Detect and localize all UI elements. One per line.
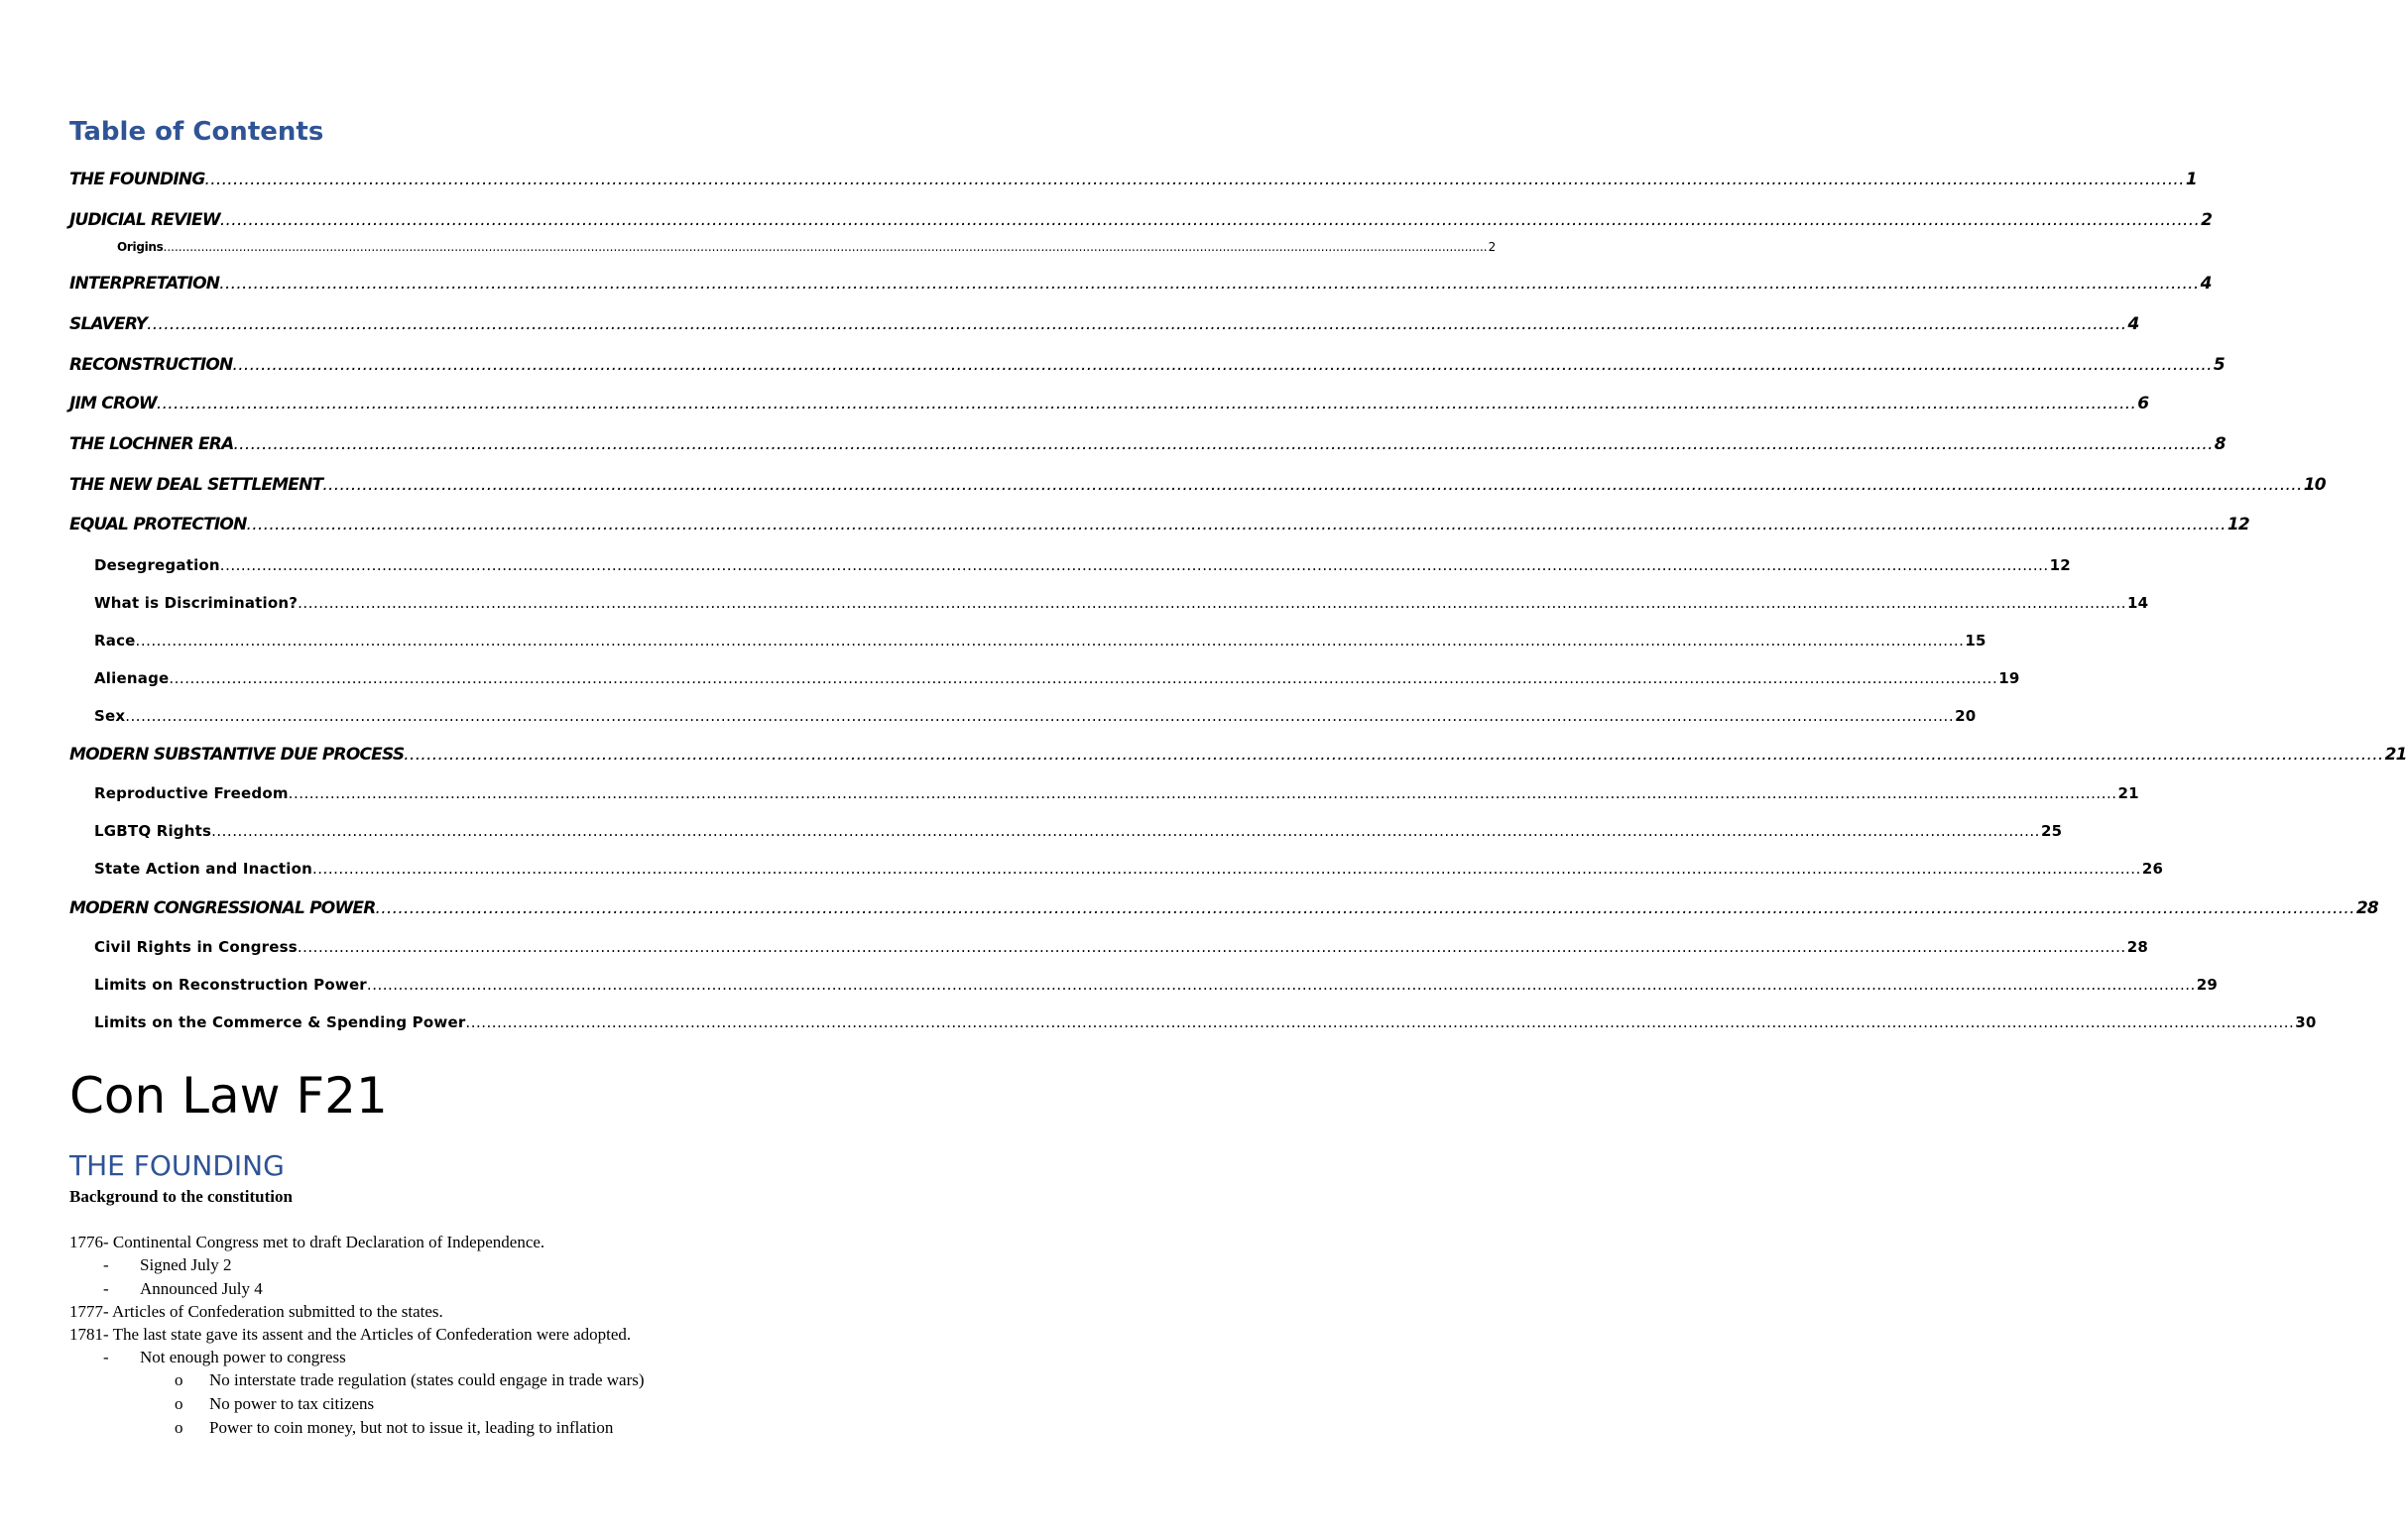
toc-entry-race[interactable] <box>94 630 1986 652</box>
toc-entry-interpretation[interactable] <box>69 272 2212 296</box>
toc-entry-civil-rights-in-congress[interactable] <box>94 936 2148 958</box>
toc-page-number: 2 <box>2201 210 2213 230</box>
toc-entry-label: RECONSTRUCTION <box>69 355 233 375</box>
toc-entry-judicial-review[interactable] <box>69 208 2213 232</box>
toc-entry-label: SLAVERY <box>69 314 148 334</box>
toc-page-number: 6 <box>2137 394 2149 414</box>
toc-leader-dots: .............................................................................................................................................................................................................................................................................................................................................................. <box>322 475 2303 495</box>
toc-leader-dots: .............................................................................................................................................................................................................................................................................................................................................................. <box>375 898 2355 918</box>
toc-entry-reproductive-freedom[interactable] <box>94 782 2139 804</box>
toc-leader-dots: .............................................................................................................................................................................................................................................................................................................................................................. <box>125 707 1955 725</box>
toc-leader-dots: .............................................................................................................................................................................................................................................................................................................................................................. <box>211 822 2040 840</box>
toc-leader-dots: .............................................................................................................................................................................................................................................................................................................................................................. <box>288 784 2117 802</box>
toc-entry-origins[interactable] <box>117 238 1496 256</box>
toc-page-number: 14 <box>2126 594 2149 612</box>
list-item: Announced July 4 <box>140 1279 263 1298</box>
toc-page-number: 1 <box>2185 170 2197 189</box>
toc-entry-label: THE NEW DEAL SETTLEMENT <box>69 475 323 495</box>
toc-entry-desegregation[interactable] <box>94 554 2071 576</box>
list-item: Power to coin money, but not to issue it, leading to inflation <box>209 1418 614 1437</box>
toc-entry-jim-crow[interactable] <box>69 392 2149 415</box>
toc-entry-label: Alienage <box>94 669 170 687</box>
toc-page-number: 10 <box>2303 475 2326 495</box>
toc-entry-state-action-and-inaction[interactable] <box>94 858 2164 880</box>
toc-entry-label: JUDICIAL REVIEW <box>69 210 220 230</box>
toc-entry-label: Reproductive Freedom <box>94 784 289 802</box>
circle-bullet: o <box>175 1418 183 1437</box>
toc-entry-label: Origins <box>117 240 164 254</box>
toc-leader-dots: .............................................................................................................................................................................................................................................................................................................................................................. <box>147 314 2127 334</box>
toc-page-number: 28 <box>2126 938 2148 956</box>
toc-leader-dots: .............................................................................................................................................................................................................................................................................................................................................................. <box>163 240 1488 254</box>
toc-entry-modern-substantive-due-process[interactable] <box>69 743 2407 767</box>
dash-bullet: - <box>103 1255 109 1274</box>
toc-page-number: 2 <box>1488 240 1496 254</box>
toc-page-number: 30 <box>2295 1013 2317 1031</box>
toc-page-number: 8 <box>2214 434 2226 454</box>
body-paragraph: 1777- Articles of Confederation submitted to the states. <box>69 1302 443 1321</box>
toc-leader-dots: .............................................................................................................................................................................................................................................................................................................................................................. <box>169 669 1998 687</box>
toc-leader-dots: .............................................................................................................................................................................................................................................................................................................................................................. <box>404 745 2384 765</box>
subsection-heading: Background to the constitution <box>69 1187 293 1206</box>
toc-entry-equal-protection[interactable] <box>69 513 2249 536</box>
toc-entry-label: THE LOCHNER ERA <box>69 434 234 454</box>
toc-entry-sex[interactable] <box>94 705 1977 727</box>
toc-leader-dots: .............................................................................................................................................................................................................................................................................................................................................................. <box>219 210 2201 230</box>
list-item: Signed July 2 <box>140 1255 232 1274</box>
toc-leader-dots: .............................................................................................................................................................................................................................................................................................................................................................. <box>298 594 2126 612</box>
toc-page-number: 25 <box>2040 822 2063 840</box>
toc-leader-dots: .............................................................................................................................................................................................................................................................................................................................................................. <box>219 556 2049 574</box>
toc-entry-label: EQUAL PROTECTION <box>69 515 247 534</box>
toc-entry-label: MODERN SUBSTANTIVE DUE PROCESS <box>69 745 405 765</box>
toc-page-number: 4 <box>2200 274 2212 294</box>
dash-bullet: - <box>103 1279 109 1298</box>
body-paragraph: 1781- The last state gave its assent and the Articles of Confederation were adopted. <box>69 1325 632 1344</box>
toc-entry-limits-on-commerce-spending-power[interactable] <box>94 1011 2317 1033</box>
toc-page-number: 4 <box>2127 314 2139 334</box>
toc-title: Table of Contents <box>69 117 324 147</box>
toc-page-number: 21 <box>2117 784 2139 802</box>
toc-page-number: 29 <box>2196 976 2219 994</box>
toc-leader-dots: .............................................................................................................................................................................................................................................................................................................................................................. <box>297 938 2126 956</box>
toc-entry-label: Race <box>94 632 136 650</box>
toc-page-number: 28 <box>2355 898 2378 918</box>
toc-page-number: 12 <box>2226 515 2249 534</box>
document-title: Con Law F21 <box>69 1067 388 1125</box>
toc-entry-modern-congressional-power[interactable] <box>69 896 2378 920</box>
circle-bullet: o <box>175 1394 183 1413</box>
toc-entry-label: Limits on the Commerce & Spending Power <box>94 1013 466 1031</box>
toc-entry-label: LGBTQ Rights <box>94 822 212 840</box>
toc-leader-dots: .............................................................................................................................................................................................................................................................................................................................................................. <box>156 394 2137 414</box>
toc-entry-label: Desegregation <box>94 556 220 574</box>
toc-leader-dots: .............................................................................................................................................................................................................................................................................................................................................................. <box>366 976 2196 994</box>
toc-leader-dots: .............................................................................................................................................................................................................................................................................................................................................................. <box>204 170 2185 189</box>
toc-entry-the-founding[interactable] <box>69 168 2197 191</box>
toc-page-number: 5 <box>2213 355 2225 375</box>
toc-page-number: 21 <box>2384 745 2407 765</box>
toc-leader-dots: .............................................................................................................................................................................................................................................................................................................................................................. <box>232 355 2213 375</box>
toc-page-number: 20 <box>1955 707 1977 725</box>
toc-entry-label: THE FOUNDING <box>69 170 205 189</box>
toc-entry-label: INTERPRETATION <box>69 274 220 294</box>
toc-entry-lgbtq-rights[interactable] <box>94 820 2063 842</box>
toc-entry-label: Sex <box>94 707 126 725</box>
toc-leader-dots: .............................................................................................................................................................................................................................................................................................................................................................. <box>246 515 2226 534</box>
toc-leader-dots: .............................................................................................................................................................................................................................................................................................................................................................. <box>219 274 2200 294</box>
toc-page-number: 12 <box>2049 556 2071 574</box>
dash-bullet: - <box>103 1348 109 1366</box>
toc-entry-the-new-deal-settlement[interactable] <box>69 473 2326 497</box>
toc-page-number: 19 <box>1998 669 2020 687</box>
toc-leader-dots: .............................................................................................................................................................................................................................................................................................................................................................. <box>312 860 2141 878</box>
circle-bullet: o <box>175 1370 183 1389</box>
toc-entry-alienage[interactable] <box>94 667 2020 689</box>
list-item: No power to tax citizens <box>209 1394 375 1413</box>
toc-page-number: 15 <box>1965 632 1986 650</box>
toc-page-number: 26 <box>2141 860 2164 878</box>
body-paragraph: 1776- Continental Congress met to draft Declaration of Independence. <box>69 1233 545 1251</box>
list-item: No interstate trade regulation (states could engage in trade wars) <box>209 1370 645 1389</box>
toc-leader-dots: .............................................................................................................................................................................................................................................................................................................................................................. <box>135 632 1965 650</box>
toc-entry-label: State Action and Inaction <box>94 860 313 878</box>
toc-leader-dots: .............................................................................................................................................................................................................................................................................................................................................................. <box>233 434 2214 454</box>
list-item: Not enough power to congress <box>140 1348 346 1366</box>
toc-entry-label: Civil Rights in Congress <box>94 938 298 956</box>
toc-entry-label: JIM CROW <box>69 394 157 414</box>
toc-entry-slavery[interactable] <box>69 312 2139 336</box>
toc-entry-label: MODERN CONGRESSIONAL POWER <box>69 898 376 918</box>
toc-entry-label: What is Discrimination? <box>94 594 299 612</box>
section-heading: THE FOUNDING <box>69 1149 285 1182</box>
toc-entry-label: Limits on Reconstruction Power <box>94 976 367 994</box>
toc-entry-reconstruction[interactable] <box>69 353 2225 377</box>
toc-leader-dots: .............................................................................................................................................................................................................................................................................................................................................................. <box>465 1013 2295 1031</box>
toc-entry-what-is-discrimination[interactable] <box>94 592 2149 614</box>
toc-entry-limits-on-reconstruction-power[interactable] <box>94 974 2219 996</box>
toc-entry-the-lochner-era[interactable] <box>69 432 2226 456</box>
